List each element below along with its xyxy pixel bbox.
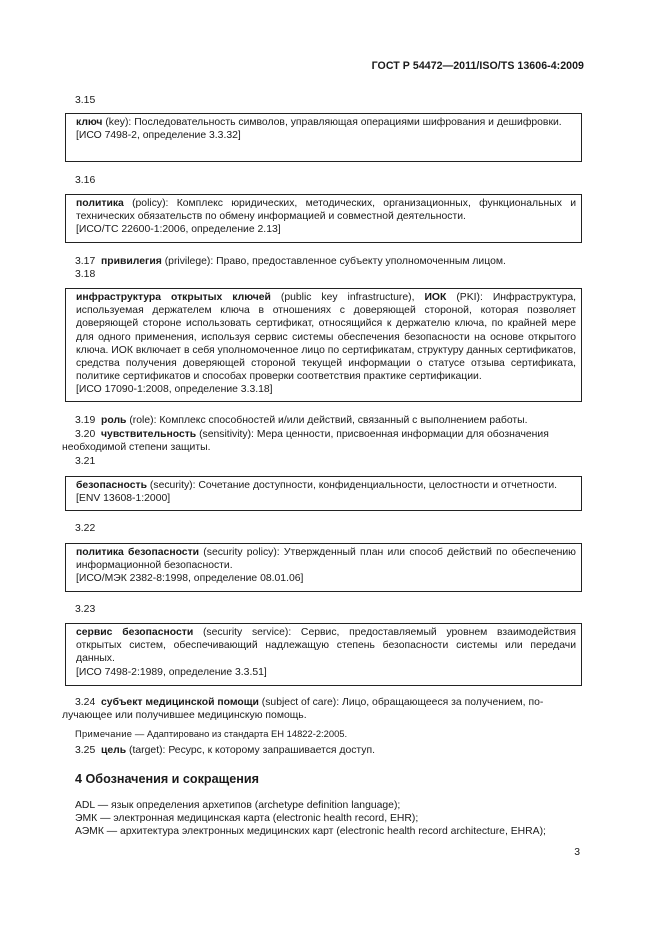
- term-number-3-16: 3.16: [75, 175, 96, 186]
- term-reference: [ИСО/ТС 22600-1:2006, определение 2.13]: [76, 224, 281, 236]
- term-definition: безопасность (security): Сочетание доступности, конфиденциальности, целостности и отчетности.: [76, 480, 558, 491]
- term-3-20-continued: необходимой степени защиты.: [62, 442, 211, 453]
- term-name: инфраструктура открытых ключей: [76, 292, 271, 303]
- term-reference: [ENV 13608-1:2000]: [76, 493, 171, 505]
- term-name: политика безопасности: [76, 547, 200, 558]
- term-number-3-22: 3.22: [75, 523, 96, 534]
- term-3-19: 3.19 роль (role): Комплекс способностей и/или действий, связанный с выполнением работы.: [75, 415, 528, 426]
- term-definition: политика (policy): Комплекс юридических, методических, организационных, функциональных и технических обязательств по обмену информацией и совместной деятельности.: [76, 198, 576, 223]
- term-box-3-18: [65, 288, 582, 402]
- term-definition: инфраструктура открытых ключей (public key infrastructure), ИОК (PKI): Инфраструктура, используемая держателем ключа в отношениях с доверяющей стороной, которая позволяет доверяющей стороне использовать сертификат, относящийся к держателю ключа, по крайней мере для одного применения, используя сервис системы обеспечения безопасности на основе открытого ключа. ИОК включает в себя уполномоченное лицо по сертификатам, структуру данных сертификатов, средства получения доверяющей стороной текущей информации о статусе отзыва сертификата, политике сертификатов и способах проверки соответствия практике сертификации.: [76, 292, 577, 383]
- term-box-3-23: [65, 623, 582, 686]
- term-reference: [ИСО 17090-1:2008, определение 3.3.18]: [76, 384, 273, 396]
- term-number-3-23: 3.23: [75, 604, 96, 615]
- term-name: сервис безопасности: [76, 627, 194, 638]
- abbreviation-item: ADL — язык определения архетипов (archetype definition language);: [75, 800, 401, 811]
- term-reference: [ИСО/МЭК 2382-8:1998, определение 08.01.06]: [76, 573, 304, 585]
- term-3-24: 3.24 субъект медицинской помощи (subject of care): Лицо, обращающееся за получением, по-: [75, 697, 544, 708]
- term-name: безопасность: [76, 480, 148, 491]
- term-3-25: 3.25 цель (target): Ресурс, к которому запрашивается доступ.: [75, 745, 376, 756]
- term-name: субъект медицинской помощи: [101, 697, 259, 708]
- abbreviation-item: ЭМК — электронная медицинская карта (electronic health record, EHR);: [75, 813, 419, 824]
- abbreviation-item: АЭМК — архитектура электронных медицинских карт (electronic health record architecture, EHRA);: [75, 826, 546, 837]
- term-number-3-15: 3.15: [75, 95, 96, 106]
- standard-header: ГОСТ Р 54472—2011/ISO/TS 13606-4:2009: [371, 60, 584, 72]
- term-box-3-16: [65, 194, 582, 243]
- page-number: 3: [574, 847, 580, 858]
- term-number-3-18: 3.18: [75, 269, 96, 280]
- term-box-3-22: [65, 543, 582, 592]
- term-definition: сервис безопасности (security service): Сервис, предоставляемый уровнем взаимодействия открытых систем, обеспечивающий надлежащую степень безопасности системы или передачи данных.: [76, 627, 576, 665]
- term-name: роль: [101, 415, 127, 426]
- term-name: ключ: [76, 117, 103, 128]
- term-3-20: 3.20 чувствительность (sensitivity): Мера ценности, присвоенная информации для обозначения: [75, 429, 549, 440]
- term-definition: политика безопасности (security policy): Утвержденный план или способ действий по обеспечению информационной безопасности.: [76, 547, 576, 572]
- term-name: политика: [76, 198, 124, 209]
- term-reference: [ИСО 7498-2:1989, определение 3.3.51]: [76, 666, 267, 678]
- term-3-17: 3.17 привилегия (privilege): Право, предоставленное субъекту уполномоченным лицом.: [75, 256, 506, 267]
- term-name: цель: [101, 745, 127, 756]
- term-number-3-21: 3.21: [75, 456, 96, 467]
- term-name: привилегия: [101, 256, 162, 267]
- term-reference: [ИСО 7498-2, определение 3.3.32]: [76, 130, 241, 142]
- term-abbreviation: ИОК: [424, 292, 447, 303]
- note-label: Примечание: [75, 728, 133, 739]
- section-title: 4 Обозначения и сокращения: [75, 772, 259, 786]
- term-name: чувствительность: [101, 429, 197, 440]
- term-definition: ключ (key): Последовательность символов, управляющая операциями шифрования и дешифровки.: [76, 117, 562, 128]
- term-3-24-continued: лучающее или получившее медицинскую помощь.: [62, 710, 307, 721]
- term-box-3-15: [65, 113, 582, 162]
- note: Примечание — Адаптировано из стандарта ЕН 14822-2:2005.: [75, 728, 348, 739]
- term-box-3-21: [65, 476, 582, 511]
